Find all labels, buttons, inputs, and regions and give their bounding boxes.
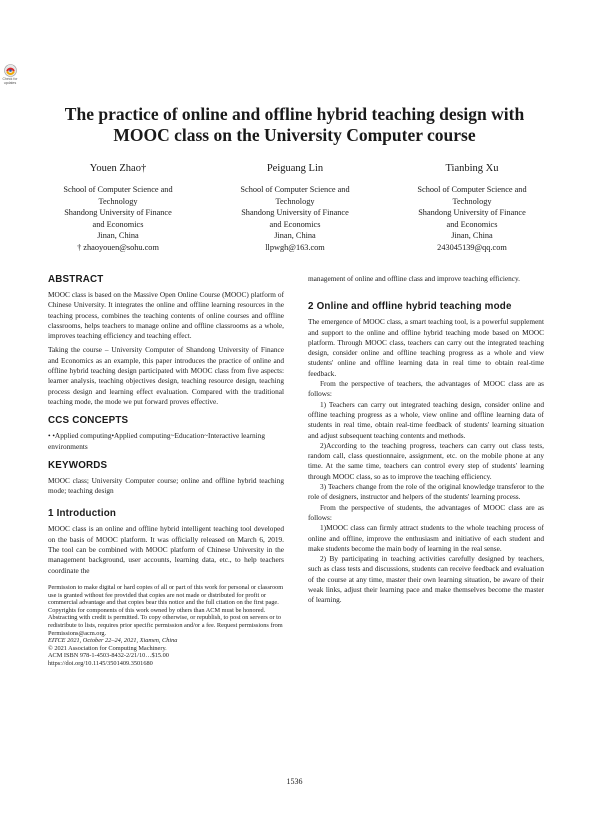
body-paragraph: From the perspective of students, the advantages of MOOC class are as follows: [308, 502, 544, 522]
left-column [48, 274, 284, 667]
check-for-updates-icon [4, 64, 17, 77]
body-paragraph: 2) By participating in teaching activities carefully designed by teachers, such as class tests and discussions, students can receive feedback and evaluation of the course at any time, master their own learning situation, be aware of their weak links, adjust their learning pace and make themselves become the master of learning. [308, 554, 544, 605]
right-column [308, 274, 544, 606]
affiliation-line: and Economics [269, 219, 321, 229]
introduction-text: MOOC class is an online and offline hybrid intelligent teaching tool developed on the basis of MOOC platform. It was officially released on March 6, 2019. The tool can be combined with MOOC platform of Chinese University in the management background, user accounts, learning data, etc., to help teachers coordinate the [48, 524, 284, 575]
keywords-text: MOOC class; University Computer course; online and offline hybrid teaching mode; teaching design [48, 475, 284, 496]
isbn-line: ACM ISBN 978-1-4503-8432-2/21/10…$15.00 [48, 652, 169, 660]
affiliation-location: Jinan, China [451, 231, 493, 241]
affiliation-line: and Economics [446, 219, 498, 229]
introduction-heading: 1 Introduction [48, 508, 117, 520]
affiliation-line: School of Computer Science and [240, 185, 350, 194]
author-block [44, 163, 192, 254]
check-for-updates-badge[interactable] [2, 64, 18, 85]
author-name: Tianbing Xu [445, 163, 499, 174]
continuation-text: management of online and offline class and improve teaching efficiency. [308, 274, 521, 283]
author-email: 243045139@qq.com [437, 242, 507, 252]
body-paragraph: 1)MOOC class can firmly attract students to the whole teaching process of online and offline, improve the enthusiasm and initiative of each student and make students become the main body of learning in the real sense. [308, 523, 544, 553]
page-number: 1536 [286, 777, 303, 786]
permission-text: Permission to make digital or hard copies of all or part of this work for personal or classroom use is granted without fee provided that copies are not made or distributed for profit or commercial advantage and that copies bear this notice and the full citation on the first page. Copyrights for components of this work owned by others than ACM must be honored. Abstracting with credit is permitted. To copy otherwise, or republish, to post on servers or to redistribute to lists, requires prior specific permission and/or a fee. Request permissions from Permissions@acm.org. [48, 583, 284, 637]
ccs-text: • •Applied computing•Applied computing~Education~Interactive learning environments [48, 431, 265, 451]
doi-link[interactable]: https://doi.org/10.1145/3501409.3501680 [48, 659, 153, 667]
body-paragraph: 2)According to the teaching progress, teachers can carry out class tests, random call, class questionnaire, assignment, etc. on the mobile phone at any time. At the same time, teachers can control every step of students' learning through MOOC class, so as to improve the teaching efficiency. [308, 440, 544, 481]
body-paragraph: The emergence of MOOC class, a smart teaching tool, is a powerful supplement and support to the online and offline hybrid teaching mode based on MOOC platform. Through MOOC class, teachers can carry out the integrated teaching design, consider online and offline teaching progress as a whole and view students' online and offline learning data in real time to obtain real-time feedback. [308, 317, 544, 378]
conference-info: EITCE 2021, October 22–24, 2021, Xiamen, China [48, 637, 178, 645]
badge-label-1: Check for [2, 77, 18, 81]
body-paragraph: 1) Teachers can carry out integrated teaching design, consider online and offline teaching progress as a whole, view online and offline learning data of students in real time, obtain real-time feedback of students' learning situation and adjust subsequent teaching contents and methods. [308, 399, 544, 440]
author-name: Peiguang Lin [266, 163, 324, 174]
affiliation-line: Shandong University of Finance [418, 208, 526, 218]
affiliation-location: Jinan, China [274, 231, 316, 241]
permission-notice [48, 584, 284, 668]
section-2-heading: 2 Online and offline hybrid teaching mode [308, 301, 512, 313]
affiliation-line: Technology [275, 196, 315, 206]
body-paragraph: 3) Teachers change from the role of the original knowledge transferor to the role of designers, instructor and helpers of the students' learning process. [308, 482, 544, 502]
affiliation-line: Shandong University of Finance [241, 208, 349, 218]
badge-label-2: updates [3, 81, 17, 85]
ccs-heading: CCS CONCEPTS [48, 415, 129, 427]
abstract-paragraph: MOOC class is based on the Massive Open Online Course (MOOC) platform of Chinese University. It integrates the online and offline learning resources in the teaching process, combines the teaching contents of online courses and offline classrooms, helps teachers to manage online and offline classrooms as a whole, improves teaching efficiency and teaching effect. [48, 290, 284, 341]
affiliation-line: Shandong University of Finance [64, 208, 172, 218]
author-block [398, 163, 546, 254]
abstract-paragraph: Taking the course – University Computer of Shandong University of Finance and Economics as an example, this paper introduces the practice of online and offline hybrid teaching design participated with MOOC class from five aspects: learner analysis, teaching objectives design, teaching resource design, teaching process design and learning effect evaluation. Compared with the traditional teaching mode, the mode we put forward proves effective. [48, 345, 284, 406]
author-email: † zhaoyouen@sohu.com [77, 242, 159, 252]
paper-title [40, 104, 549, 146]
title-line-1: The practice of online and offline hybrid teaching design with [64, 104, 525, 124]
author-block [221, 163, 369, 254]
keywords-heading: KEYWORDS [48, 459, 108, 471]
title-line-2: MOOC class on the University Computer course [113, 125, 476, 145]
affiliation-line: School of Computer Science and [63, 185, 173, 194]
affiliation-line: Technology [452, 196, 492, 206]
affiliation-line: and Economics [92, 219, 144, 229]
author-email: llpwgh@163.com [265, 242, 325, 252]
affiliation-line: School of Computer Science and [417, 185, 527, 194]
copyright-line: © 2021 Association for Computing Machinery. [48, 644, 167, 652]
affiliation-line: Technology [98, 196, 138, 206]
affiliation-location: Jinan, China [97, 231, 139, 241]
body-paragraph: From the perspective of teachers, the advantages of MOOC class are as follows: [308, 379, 544, 399]
abstract-heading: ABSTRACT [48, 274, 104, 285]
author-name: Youen Zhao† [89, 163, 147, 174]
